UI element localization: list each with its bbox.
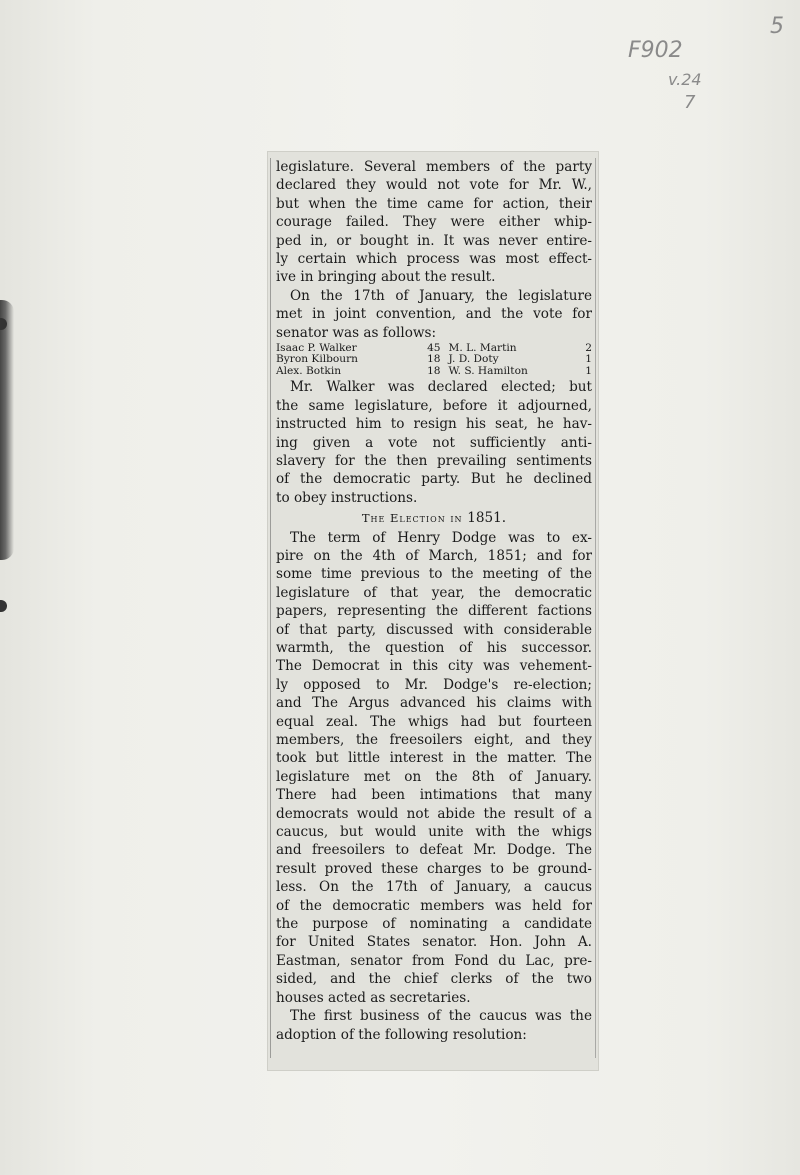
newspaper-clipping (268, 152, 598, 1070)
text-line: pire on the 4th of March, 1851; and for (276, 547, 592, 564)
candidate-name: M. L. Martin (448, 342, 517, 355)
candidate-name: Alex. Botkin (276, 364, 342, 377)
section-heading-year: 1851. (467, 510, 507, 527)
text-line: democrats would not abide the result of a (276, 805, 592, 822)
text-line: and freesoilers to defeat Mr. Dodge. The (276, 842, 592, 859)
vote-count: 18 (427, 353, 441, 366)
pencil-note-volume: v.24 (668, 70, 702, 89)
text-line: There had been intimations that many (276, 787, 592, 804)
paragraph-walker (276, 378, 592, 507)
text-line: the same legislature, before it adjourned, (276, 397, 592, 414)
candidate-name: J. D. Doty (448, 353, 499, 366)
candidate-name: Byron Kilbourn (276, 353, 358, 366)
pencil-note-page: 7 (684, 92, 696, 113)
text-line: The Democrat in this city was vehement- (276, 658, 592, 675)
table-row (276, 366, 592, 377)
text-line: legislature of that year, the democratic (276, 584, 592, 601)
candidate-name: Isaac P. Walker (276, 342, 357, 355)
text-line: Mr. Walker was declared elected; but (290, 379, 592, 396)
text-line: sided, and the chief clerks of the two (276, 971, 592, 988)
vote-count: 1 (585, 364, 592, 377)
text-line: declared they would not vote for Mr. W., (276, 177, 592, 194)
text-line: senator was as follows: (276, 324, 437, 341)
paragraph-intro (276, 158, 592, 287)
clipping-border-right (595, 158, 596, 1058)
section-heading-text: The Election in (361, 511, 463, 526)
text-line: the purpose of nominating a candidate (276, 916, 592, 933)
text-line: On the 17th of January, the legislature (290, 287, 592, 304)
vote-count: 18 (427, 364, 441, 377)
text-line: met in joint convention, and the vote for (276, 306, 592, 323)
text-line: some time previous to the meeting of the (276, 566, 592, 583)
paragraph-caucus (276, 1007, 592, 1044)
pencil-note-catalog: F902 (628, 38, 683, 63)
text-line: Eastman, senator from Fond du Lac, pre- (276, 952, 592, 969)
text-line: ped in, or bought in. It was never entire- (276, 232, 592, 249)
text-line: courage failed. They were either whip- (276, 214, 592, 231)
clipping-border-left (270, 158, 271, 1058)
article-column (276, 158, 592, 1044)
text-line: slavery for the then prevailing sentiments (276, 452, 592, 469)
vote-count: 1 (585, 353, 592, 366)
text-line: to obey instructions. (276, 489, 418, 506)
candidate-name: W. S. Hamilton (448, 364, 528, 377)
text-line: and The Argus advanced his claims with (276, 695, 592, 712)
text-line: members, the freesoilers eight, and they (276, 732, 592, 748)
vote-table (276, 343, 592, 377)
vote-count: 45 (427, 342, 441, 355)
text-line: ive in bringing about the result. (276, 269, 496, 286)
text-line: result proved these charges to be ground- (276, 860, 592, 877)
text-line: warmth, the question of his successor. (276, 639, 592, 656)
text-line: for United States senator. Hon. John A. (276, 934, 592, 951)
paragraph-vote (276, 287, 592, 305)
text-line: instructed him to resign his seat, he hav- (276, 416, 592, 433)
text-line: took but little interest in the matter. The (276, 750, 592, 767)
text-line: of that party, discussed with considerable (276, 621, 592, 638)
text-line: caucus, but would unite with the whigs (276, 824, 592, 841)
text-line: of the democratic party. But he declined (276, 471, 592, 488)
text-line: ly opposed to Mr. Dodge's re-election; (276, 676, 592, 693)
text-line: The first business of the caucus was the (290, 1008, 592, 1025)
text-line: legislature met on the 8th of January. (276, 768, 592, 785)
text-line: papers, representing the different factions (276, 603, 592, 620)
text-line: The term of Henry Dodge was to ex- (290, 529, 592, 546)
text-line: ly certain which process was most effect- (276, 251, 592, 268)
text-line: but when the time came for action, their (276, 195, 592, 212)
text-line: houses acted as secretaries. (276, 989, 471, 1006)
paragraph-vote-cont (276, 305, 592, 342)
vote-count: 2 (585, 342, 592, 355)
scan-edge-shadow (0, 300, 14, 560)
paragraph-election (276, 529, 592, 1008)
text-line: less. On the 17th of January, a caucus (276, 879, 592, 896)
text-line: equal zeal. The whigs had but fourteen (276, 713, 592, 730)
text-line: of the democratic members was held for (276, 897, 592, 914)
section-heading (276, 509, 592, 527)
pencil-page-number: 5 (770, 14, 784, 39)
text-line: adoption of the following resolution: (276, 1026, 527, 1043)
text-line: ing given a vote not sufficiently anti- (276, 434, 592, 451)
text-line: legislature. Several members of the party (276, 159, 592, 175)
scan-edge-mark (0, 600, 7, 612)
